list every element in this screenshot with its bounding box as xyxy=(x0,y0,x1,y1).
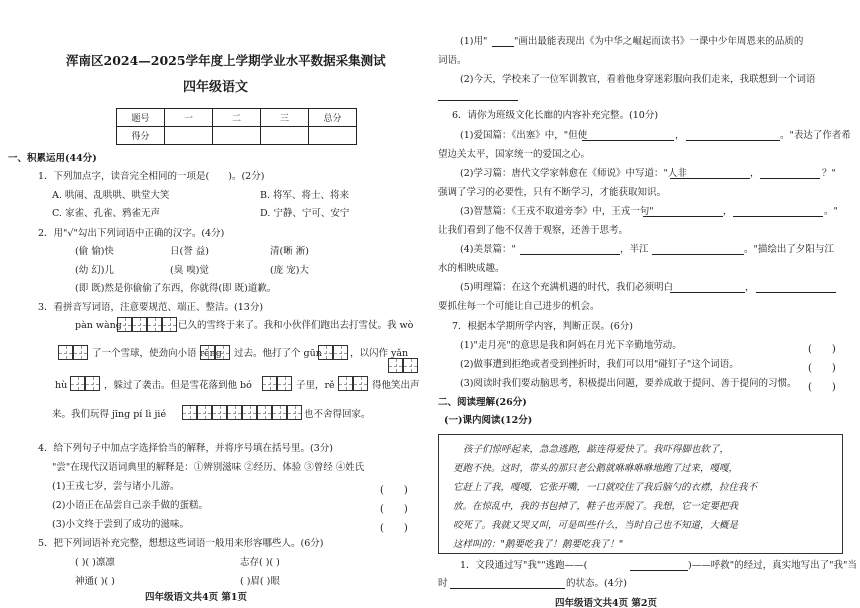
q4-item-2: (2)小语正在品尝自己亲手做的蛋糕。 xyxy=(52,500,208,511)
q3-writing-grid[interactable] xyxy=(70,376,100,391)
q6-4-text-b: ，半江 xyxy=(620,244,649,255)
score-cell: 一 xyxy=(165,109,213,127)
q6-4-blank-1[interactable] xyxy=(520,254,620,255)
reading-passage-box xyxy=(438,434,843,554)
q3-writing-grid[interactable] xyxy=(58,345,88,360)
q3-writing-grid[interactable] xyxy=(117,317,177,332)
q3-text-1: 已久的雪终于来了。我和小伙伴们跑出去打雪仗。我 wò xyxy=(178,320,414,331)
q5-2-text: (2)今天，学校来了一位军训教官，看着他身穿迷彩服向我们走来，我联想到一个词语 xyxy=(460,74,816,85)
q6-5-text-a: (5)明理篇：在这个充满机遇的时代，我们必须明白 xyxy=(460,282,673,293)
passage-line: 咬死了。我就又哭又叫，可是叫些什么，当时自己也不知道，大概是 xyxy=(453,520,739,531)
exam-title: 浑南区2024—2025学年度上学期学业水平数据采集测试 xyxy=(66,53,386,68)
q4-answer-3[interactable]: ( ) xyxy=(380,523,408,534)
q3-text: 3．看拼音写词语，注意要规范、端正、整洁。(13分) xyxy=(38,302,264,313)
rq1-text-c: 时 xyxy=(438,578,448,589)
section-2-1-heading: (一)课内阅读(12分) xyxy=(444,415,533,426)
q3-text-6: 子里，rě xyxy=(296,380,335,391)
q6-5-text-c: 要抓住每一个可能让自己进步的机会。 xyxy=(438,301,600,312)
rq1-blank-2[interactable] xyxy=(450,588,565,589)
q6-text: 6．请你为班级文化长廊的内容补充完整。(10分) xyxy=(452,110,659,121)
score-input-cell[interactable] xyxy=(213,127,261,145)
passage-line: 放。在惊乱中，我的书包掉了，鞋子也弄脱了。我想，它一定要把我 xyxy=(453,501,739,512)
q3-writing-grid[interactable] xyxy=(388,358,418,373)
section-1-heading: 一、积累运用(44分) xyxy=(8,153,97,164)
score-table xyxy=(116,108,357,145)
q3-text-8: 来。我们玩得 jīng pí lì jié xyxy=(52,409,167,420)
q6-1-blank-2[interactable] xyxy=(686,140,780,141)
score-cell: 得分 xyxy=(117,127,165,145)
score-cell: 三 xyxy=(261,109,309,127)
q3-text-4: ，以闪作 yǎn xyxy=(350,348,409,359)
q7-answer-3[interactable]: ( ) xyxy=(808,382,836,393)
q5-word-fill[interactable]: 神通( )( ) xyxy=(75,576,115,587)
score-input-cell[interactable] xyxy=(309,127,357,145)
passage-line: 孩子们惊呼起来，急急逃跑，踮连得爱快了。我吓得脚也软了， xyxy=(463,444,730,455)
q5-word-fill[interactable]: ( )( )凛凛 xyxy=(75,557,115,568)
q2-text: 2．用"√"勾出下列词语中正确的汉字。(4分) xyxy=(38,228,225,239)
q4-definitions: "尝"在现代汉语词典里的解释是：①辨别滋味 ②经历、体验 ③曾经 ④姓氏 xyxy=(52,462,365,473)
q4-answer-2[interactable]: ( ) xyxy=(380,504,408,515)
q4-item-3: (3)小文终于尝到了成功的滋味。 xyxy=(52,519,189,530)
q5-2-blank[interactable] xyxy=(438,100,518,101)
q7-item-3: (3)阅读时我们要动脑思考，积极提出问题，要养成敢于提问、善于提问的习惯。 xyxy=(460,378,797,389)
q6-2-blank-2[interactable] xyxy=(760,178,820,179)
q3-text-2: 了一个雪球，使劲向小语 rēng xyxy=(92,348,222,359)
page-footer-1: 四年级语文共4页 第1页 xyxy=(145,592,248,603)
section-2-heading: 二、阅读理解(26分) xyxy=(438,397,527,408)
q6-1-blank-1[interactable] xyxy=(582,140,674,141)
q6-4-blank-2[interactable] xyxy=(652,254,744,255)
q1-option-a[interactable]: A. 哄闹、乱哄哄、哄堂大笑 xyxy=(52,190,170,201)
q3-pinyin: pàn wàng xyxy=(75,320,122,331)
q1-option-b[interactable]: B. 将军、将士、将来 xyxy=(260,190,350,201)
exam-subtitle: 四年级语文 xyxy=(183,80,249,95)
q2-choice[interactable]: (幼 幻)儿 xyxy=(75,265,114,276)
q3-text-7: 得他笑出声 xyxy=(372,380,420,391)
q2-choice[interactable]: 日(誉 益) xyxy=(170,246,209,257)
q4-answer-1[interactable]: ( ) xyxy=(380,485,408,496)
q4-item-1: (1)王戎七岁，尝与诸小儿游。 xyxy=(52,481,180,492)
q3-writing-grid[interactable] xyxy=(182,405,302,420)
q6-1-comma: ， xyxy=(675,130,685,141)
score-table-header-row xyxy=(117,109,357,127)
passage-line: 更跑不快。这时，带头的那只老公鹅就咻咻咻咻地跑了过来，嘎嘎， xyxy=(453,463,739,474)
q6-4-text-c: 。"描绘出了夕阳与江 xyxy=(744,244,834,255)
page-footer-2: 四年级语文共4页 第2页 xyxy=(555,598,658,608)
q5-text: 5．把下列词语补充完整，想想这些词语一般用来形容哪些人。(6分) xyxy=(38,538,324,549)
q7-answer-2[interactable]: ( ) xyxy=(808,363,836,374)
score-input-cell[interactable] xyxy=(165,127,213,145)
q7-item-1: (1)"走月亮"的意思是我和阿妈在月光下辛勤地劳动。 xyxy=(460,340,682,351)
q2-choice[interactable]: (偷 愉)快 xyxy=(75,246,114,257)
q6-2-blank-1[interactable] xyxy=(670,178,750,179)
q6-3-blank-2[interactable] xyxy=(733,216,823,217)
q6-5-blank-2[interactable] xyxy=(756,292,836,293)
score-cell: 题号 xyxy=(117,109,165,127)
q6-5-blank-1[interactable] xyxy=(670,292,745,293)
q5-1-text-b: "画出最能表现出《为中华之崛起而读书》一课中少年周恩来的品质的 xyxy=(514,36,804,47)
score-table-score-row xyxy=(117,127,357,145)
q1-text: 1．下列加点字，读音完全相同的一项是( )。(2分) xyxy=(38,171,265,182)
q1-option-c[interactable]: C. 家雀、孔雀、鸦雀无声 xyxy=(52,208,160,219)
passage-line: 这样叫的："鹅要吃我了！鹅要吃我了！" xyxy=(453,539,624,550)
q2-choice[interactable]: 清(晰 淅) xyxy=(270,246,309,257)
q7-item-2: (2)做事遭到拒绝或者受到挫折时，我们可以用"碰钉子"这个词语。 xyxy=(460,359,739,370)
q2-choice[interactable]: (臭 嗅)觉 xyxy=(170,265,209,276)
q6-3-text-d: 让我们看到了他不仅善于观察，还善于思考。 xyxy=(438,225,629,236)
q6-4-text-d: 水的相映成趣。 xyxy=(438,263,505,274)
q6-4-text-a: (4)美景篇：" xyxy=(460,244,516,255)
q6-2-comma: ， xyxy=(750,168,760,179)
score-cell: 二 xyxy=(213,109,261,127)
q6-2-text-a: (2)学习篇：唐代文学家韩愈在《师说》中写道："人非 xyxy=(460,168,687,179)
q3-writing-grid[interactable] xyxy=(200,345,230,360)
q3-writing-grid[interactable] xyxy=(262,376,292,391)
score-cell: 总分 xyxy=(309,109,357,127)
q2-choice[interactable]: (庞 宠)大 xyxy=(270,265,309,276)
q5-word-fill[interactable]: 志存( )( ) xyxy=(240,557,280,568)
q5-1-blank[interactable] xyxy=(492,46,514,47)
rq1-blank-1[interactable] xyxy=(630,570,688,571)
q6-1-text-d: 望边关太平，国家统一的爱国之心。 xyxy=(438,149,591,160)
q6-3-text-c: 。" xyxy=(824,206,838,217)
right-page xyxy=(430,0,860,608)
q3-text-9: 也不舍得回家。 xyxy=(304,409,371,420)
q3-writing-grid[interactable] xyxy=(318,345,348,360)
q1-option-d[interactable]: D. 宁静、宁可、安宁 xyxy=(260,208,350,219)
passage-line: 它赶上了我，嘎嘎，它张开嘴，一口就咬住了我后脑勺的衣襟，拉住我不 xyxy=(453,482,758,493)
rq1-text-b: )——呼救"的经过，真实地写出了"我"当 xyxy=(688,560,857,571)
q5-1-text-c: 词语。 xyxy=(438,55,467,66)
q6-3-text-a: (3)智慧篇：《王戎不取道旁李》中，王戎一句" xyxy=(460,206,654,217)
q6-3-blank-1[interactable] xyxy=(643,216,723,217)
q3-text-3: 过去。他打了个 gūn xyxy=(234,348,322,359)
rq1-text-a: 1．文段通过写"我""逃跑——( xyxy=(460,560,588,571)
q3-writing-grid[interactable] xyxy=(338,376,368,391)
q4-text: 4．给下列句子中加点字选择恰当的解释，并将序号填在括号里。(3分) xyxy=(38,443,334,454)
q6-2-text-d: 强调了学习的必要性，只有不断学习，才能获取知识。 xyxy=(438,187,667,198)
q6-1-text-a: (1)爱国篇：《出塞》中，"但使 xyxy=(460,130,588,141)
q7-answer-1[interactable]: ( ) xyxy=(808,344,836,355)
q2-sentence[interactable]: (即 既)然是你偷偷了东西，你就得(即 既)道歉。 xyxy=(75,283,277,294)
q3-pinyin-hu: hù xyxy=(55,380,68,391)
q7-text: 7．根据本学期所学内容，判断正误。(6分) xyxy=(452,321,634,332)
q5-1-text-a: (1)用" xyxy=(460,36,488,47)
q3-text-5: ，躲过了袭击。但是雪花落到他 bó xyxy=(104,380,252,391)
q6-5-comma: ， xyxy=(745,282,755,293)
q6-1-text-c: 。"表达了作者希 xyxy=(780,130,851,141)
q6-2-text-c: ？" xyxy=(822,168,836,179)
rq1-text-d: 的状态。(4分) xyxy=(566,578,627,589)
q6-3-comma: ， xyxy=(723,206,733,217)
q5-word-fill[interactable]: ( )眉( )眼 xyxy=(240,576,280,587)
score-input-cell[interactable] xyxy=(261,127,309,145)
